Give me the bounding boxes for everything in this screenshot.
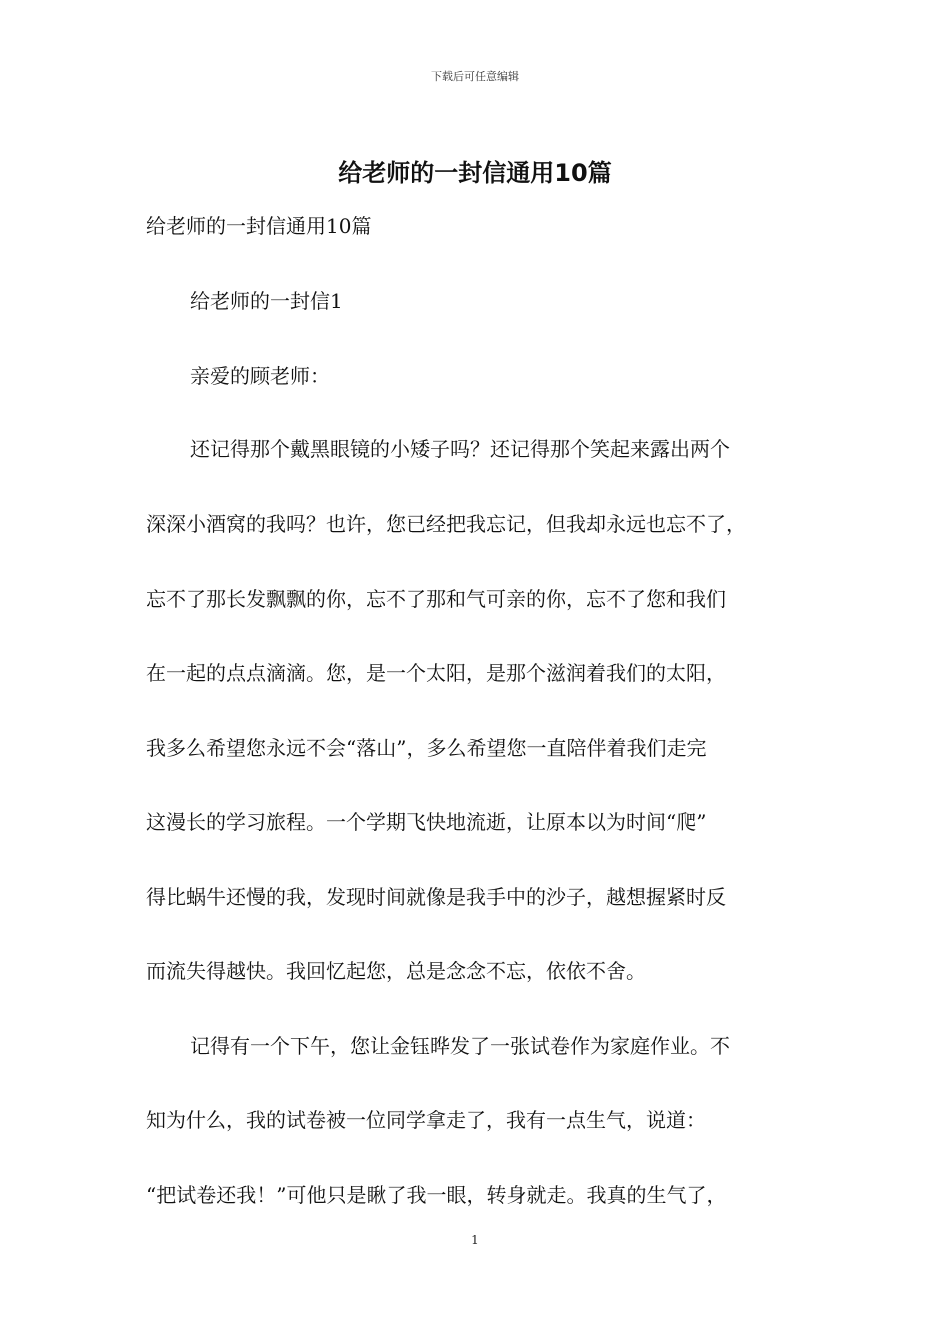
body-line: 知为什么，我的试卷被一位同学拿走了，我有一点生气，说道： [146, 1108, 706, 1132]
body-line: 还记得那个戴黑眼镜的小矮子吗？还记得那个笑起来露出两个 [190, 437, 730, 461]
body-line: 得比蜗牛还慢的我，发现时间就像是我手中的沙子，越想握紧时反 [146, 885, 726, 909]
body-line: 在一起的点点滴滴。您，是一个太阳，是那个滋润着我们的太阳， [146, 661, 726, 685]
body-line: “把试卷还我！”可他只是瞅了我一眼，转身就走。我真的生气了， [146, 1183, 727, 1207]
document-title: 给老师的一封信通用10篇 [338, 159, 612, 187]
page-header: 下载后可任意编辑 [431, 70, 519, 83]
body-line: 我多么希望您永远不会“落山”，多么希望您一直陪伴着我们走完 [146, 736, 707, 760]
body-line: 而流失得越快。我回忆起您，总是念念不忘，依依不舍。 [146, 959, 646, 983]
subtitle-line: 给老师的一封信通用10篇 [146, 214, 372, 238]
body-line: 忘不了那长发飘飘的你，忘不了那和气可亲的你，忘不了您和我们 [146, 587, 726, 611]
body-line: 这漫长的学习旅程。一个学期飞快地流逝，让原本以为时间“爬” [146, 810, 707, 834]
salutation: 亲爱的顾老师： [190, 364, 330, 388]
body-line: 记得有一个下午，您让金钰晔发了一张试卷作为家庭作业。不 [190, 1034, 730, 1058]
section-heading: 给老师的一封信1 [190, 289, 343, 313]
body-line: 深深小酒窝的我吗？也许，您已经把我忘记，但我却永远也忘不了， [146, 512, 746, 536]
page-number: 1 [471, 1233, 479, 1247]
